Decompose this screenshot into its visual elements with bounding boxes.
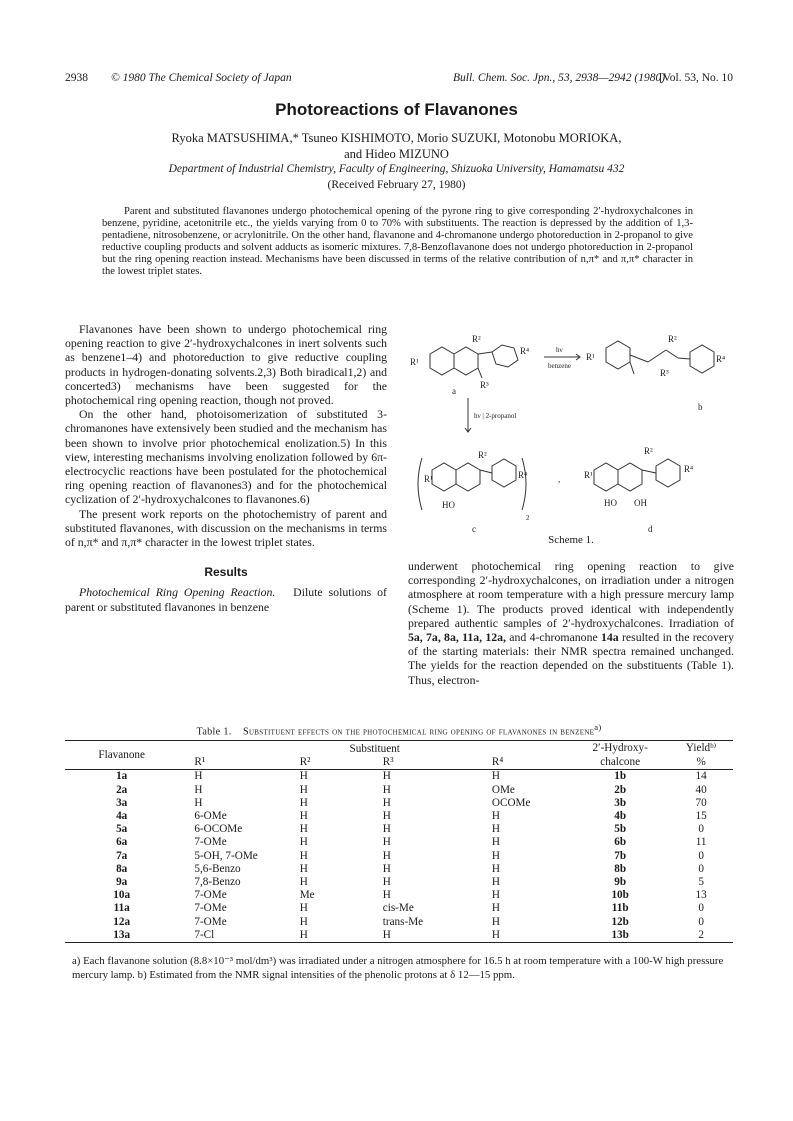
table-cell: H xyxy=(382,783,391,796)
table-cell: H xyxy=(299,823,308,836)
table-cell: trans-Me xyxy=(382,915,424,928)
scheme-comma: , xyxy=(558,474,561,484)
scheme-ho-c: HO xyxy=(442,500,455,510)
copyright-line: © 1980 The Chemical Society of Japan xyxy=(111,72,292,84)
scheme-r4-a: R⁴ xyxy=(520,346,530,356)
col-flavanone: Flavanone xyxy=(98,748,145,761)
table-cell: 0 xyxy=(698,823,704,836)
table-cell: H xyxy=(382,889,391,902)
table-cell: H xyxy=(382,810,391,823)
table-cell: 7b xyxy=(614,849,627,862)
col-chalcone-2: chalcone xyxy=(600,756,641,769)
scheme-r1-a: R¹ xyxy=(410,357,419,367)
table-cell: 7,8-Benzo xyxy=(194,876,241,889)
table-cell: 2 xyxy=(698,928,704,941)
table-cell: H xyxy=(491,810,500,823)
scheme-r3-b: R³ xyxy=(660,368,669,378)
table-cell: 12a xyxy=(113,915,131,928)
table-cell: H xyxy=(299,862,308,875)
table-cell: H xyxy=(491,915,500,928)
table-cell: 0 xyxy=(698,849,704,862)
table-row xyxy=(65,823,733,836)
scheme-r4-d: R⁴ xyxy=(684,464,694,474)
table-cell: 7-OMe xyxy=(194,902,227,915)
table-row xyxy=(65,850,733,863)
results-text-a: underwent photochemical ring opening reaction to give corresponding 2′-hydroxychalcones, on irradiation under a nitrogen atmosphere at room temperature with a high pressure mercury lamp (Scheme 1). The products proved identical with independently prepared authentic samples of 2′-hydroxychalcones. Irradiation of xyxy=(408,559,734,630)
table-cell: 0 xyxy=(698,915,704,928)
table-cell: 9a xyxy=(116,876,128,889)
table-cell: 40 xyxy=(695,783,707,796)
table-cell: 6-OMe xyxy=(194,810,227,823)
table-cell: 10a xyxy=(113,889,131,902)
table-cell: H xyxy=(491,836,500,849)
scheme-label-c: c xyxy=(472,524,476,534)
table-cell: 14 xyxy=(695,770,707,783)
abstract: Parent and substituted flavanones undergo photochemical opening of the pyrone ring to give corresponding 2′-hydroxychalcones in benzene, pyridine, acetonitrile etc., the yields varying from 0 to 70% with substituents. The reaction is depressed by the addition of 1,3-pentadiene, nitrosobenzene, or acrylonitrile. On the other hand, flavanone and 4-chromanone undergo photoreduction in 2-propanol to give reductive coupling products and solvent adducts as isomeric mixtures. 7,8-Benzoflavanone does not undergo photoreduction in 2-propanol but the ring opening reaction instead. Mechanisms have been discussed in terms of the relative contribution of n,π* and π,π* character in the lowest triplet states. xyxy=(102,206,693,277)
scheme-hv-label: hν xyxy=(556,346,563,354)
scheme-r2-b: R² xyxy=(668,334,677,344)
table-label: Table 1. xyxy=(196,726,232,738)
table-cell: H xyxy=(491,823,500,836)
table-footnotes xyxy=(72,955,732,982)
table-cell: H xyxy=(299,928,308,941)
table-row xyxy=(65,797,733,810)
intro-paragraph-2: On the other hand, photoisomerization of substituted 3-chromanones have extensively been studied and the mechanism has been shown to involve prior photochemical enolization.5) In this view, interesting mechanisms involving enolization followed by 6π-electrocyclic reactions have been postulated for the photochemical ring opening reaction of flavanones3) and for the photochemical cyclization of 2′-hydroxychalcones to flavanones.6) xyxy=(65,407,387,507)
table-cell: H xyxy=(299,876,308,889)
table-cell: 3b xyxy=(614,796,627,809)
table-cell: H xyxy=(194,796,203,809)
col-chalcone-1: 2′-Hydroxy- xyxy=(592,742,648,754)
scheme-r1-b: R¹ xyxy=(586,352,595,362)
table-cell: H xyxy=(382,862,391,875)
col-yield-1: Yieldᵇ⁾ xyxy=(685,742,717,754)
col-yield-2: % xyxy=(696,756,706,769)
table-cell: 5,6-Benzo xyxy=(194,862,241,875)
scheme-hv-propanol: hν | 2-propanol xyxy=(474,412,517,420)
results-paragraph xyxy=(65,585,387,613)
table-cell: H xyxy=(299,836,308,849)
author-list xyxy=(0,130,793,162)
table-row xyxy=(65,889,733,902)
author-line-2: and Hideo MIZUNO xyxy=(344,147,449,161)
table-title: Substituent effects on the photochemical ring opening of flavanones in benzene xyxy=(242,726,595,738)
affiliation: Department of Industrial Chemistry, Faculty of Engineering, Shizuoka University, Hamamatsu 432 xyxy=(168,163,625,175)
table-cell: 1b xyxy=(614,770,627,783)
col-r3: R³ xyxy=(382,756,394,769)
table-row xyxy=(65,876,733,889)
table-cell: H xyxy=(382,823,391,836)
table-cell: 11a xyxy=(113,902,130,915)
table-cell: H xyxy=(299,796,308,809)
footnote-b: b) Estimated from the NMR signal intensities of the phenolic protons at δ 12—15 ppm. xyxy=(137,968,515,981)
col-r4: R⁴ xyxy=(491,756,504,769)
table-cell: 5 xyxy=(698,876,704,889)
table-cell: 13a xyxy=(113,928,131,941)
footnote-a: a) Each flavanone solution (8.8×10⁻³ mol/dm³) was irradiated under a nitrogen atmosphere for 16.5 h at room temperature with a 100-W high pressure mercury lamp. xyxy=(72,955,724,981)
table-cell: 1a xyxy=(116,770,128,783)
col-r1: R¹ xyxy=(194,756,206,769)
table-cell: 8b xyxy=(614,862,627,875)
table-cell: 12b xyxy=(611,915,629,928)
table-cell: 0 xyxy=(698,862,704,875)
journal-citation: Bull. Chem. Soc. Jpn., 53, 2938—2942 (1980) xyxy=(453,72,666,84)
compound-14a: 14a xyxy=(600,630,619,645)
compound-list: 5a, 7a, 8a, 11a, 12a, xyxy=(408,630,506,645)
table-row xyxy=(65,836,733,849)
table-cell: 13 xyxy=(695,889,707,902)
table-cell: 7-OMe xyxy=(194,889,227,902)
scheme-benzene-label: benzene xyxy=(548,362,571,370)
right-column xyxy=(408,559,734,687)
received-date: (Received February 27, 1980) xyxy=(327,179,466,191)
table-cell: 2a xyxy=(116,783,128,796)
scheme-label-d: d xyxy=(648,524,653,534)
table-cell: H xyxy=(194,783,203,796)
volume-label: [Vol. 53, No. 10 xyxy=(659,72,733,84)
scheme-caption: Scheme 1. xyxy=(548,534,594,546)
table-cell: 6b xyxy=(614,836,627,849)
table-cell: H xyxy=(491,862,500,875)
scheme-sub2: 2 xyxy=(526,514,530,522)
table-cell: H xyxy=(194,770,203,783)
intro-paragraph-1: Flavanones have been shown to undergo photochemical ring opening reaction to give 2′-hydroxychalcones in inert solvents such as benzene1–4) and photoreduction to give reductive coupling products in hydrogen-donating solvents.2,3) Both biradical1,2) and concerted3) mechanisms have been suggested for the photochemical ring opening reaction, though not proved. xyxy=(65,322,387,408)
table-cell: H xyxy=(382,928,391,941)
table-cell: 5a xyxy=(116,823,128,836)
scheme-r4-c: R⁴ xyxy=(518,470,528,480)
scheme-r1-c: R¹ xyxy=(424,474,433,484)
scheme-label-b: b xyxy=(698,402,703,412)
table-cell: 5-OH, 7-OMe xyxy=(194,849,258,862)
table-cell: 13b xyxy=(611,928,629,941)
scheme-r3-a: R³ xyxy=(480,380,489,390)
table-cell: OCOMe xyxy=(491,796,531,809)
table-cell: H xyxy=(491,889,500,902)
scheme-r4-b: R⁴ xyxy=(716,354,726,364)
table-cell: H xyxy=(299,902,308,915)
subsection-lead: Photochemical Ring Opening Reaction. xyxy=(79,585,276,600)
table-cell: H xyxy=(299,783,308,796)
table-cell: H xyxy=(382,836,391,849)
scheme-r2-c: R² xyxy=(478,450,487,460)
scheme-oh-d: OH xyxy=(634,498,647,508)
table-row xyxy=(65,916,733,929)
table-cell: 4b xyxy=(614,810,627,823)
table-cell: 6-OCOMe xyxy=(194,823,243,836)
scheme-ho-d: HO xyxy=(604,498,617,508)
table-caption-note: a) xyxy=(594,722,602,732)
table-cell: 9b xyxy=(614,876,627,889)
table-cell: 11b xyxy=(611,902,629,915)
table-cell: 5b xyxy=(614,823,627,836)
table-caption xyxy=(65,722,733,737)
table-cell: H xyxy=(491,876,500,889)
author-line-1: Ryoka MATSUSHIMA,* Tsuneo KISHIMOTO, Morio SUZUKI, Motonobu MORIOKA, xyxy=(171,131,622,145)
table-cell: H xyxy=(299,810,308,823)
table-cell: H xyxy=(382,849,391,862)
results-text-c: and 4-chromanone xyxy=(505,630,601,645)
table-cell: H xyxy=(491,902,500,915)
table-body xyxy=(65,770,733,943)
paper-title: Photoreactions of Flavanones xyxy=(275,100,518,119)
table-cell: 2b xyxy=(614,783,627,796)
scheme-1-figure xyxy=(408,322,734,552)
page-number: 2938 xyxy=(65,72,88,84)
table-cell: Me xyxy=(299,889,315,902)
scheme-r1-d: R¹ xyxy=(584,470,593,480)
table-cell: 6a xyxy=(116,836,128,849)
table-cell: 15 xyxy=(695,810,707,823)
table-cell: 70 xyxy=(695,796,707,809)
left-column xyxy=(65,322,387,614)
results-heading: Results xyxy=(204,565,248,580)
table-cell: H xyxy=(299,770,308,783)
table-cell: H xyxy=(491,770,500,783)
intro-paragraph-3: The present work reports on the photochemistry of parent and substituted flavanones, with discussion on the mechanisms in terms of n,π* and π,π* character in the lowest triplet states. xyxy=(65,506,387,550)
table-cell: 7-OMe xyxy=(194,836,227,849)
results-paragraph-continued xyxy=(408,559,734,687)
table-row xyxy=(65,770,733,784)
table-cell: 11 xyxy=(695,836,707,849)
table-cell: 8a xyxy=(116,862,128,875)
table-cell: H xyxy=(382,876,391,889)
table-row xyxy=(65,863,733,876)
table-cell: cis-Me xyxy=(382,902,414,915)
table-cell: H xyxy=(491,849,500,862)
scheme-label-a: a xyxy=(452,386,456,396)
results-text-e: resulted in the recovery of the starting materials: their NMR spectra remained unchanged. The yields for the reaction depended on the substituents (Table 1). Thus, electron- xyxy=(408,630,734,687)
table-row xyxy=(65,929,733,943)
table-row xyxy=(65,902,733,915)
table-cell: 4a xyxy=(116,810,128,823)
table-row xyxy=(65,784,733,797)
table-cell: 7-OMe xyxy=(194,915,227,928)
col-substituent: Substituent xyxy=(349,743,400,755)
table-cell: 7-Cl xyxy=(194,928,215,941)
table-cell: H xyxy=(382,770,391,783)
results-table xyxy=(65,740,733,943)
running-header xyxy=(65,72,733,88)
results-text: Dilute solutions of parent or substituted flavanones in benzene xyxy=(65,585,387,614)
table-row xyxy=(65,810,733,823)
table-cell: 7a xyxy=(116,849,128,862)
scheme-r2-d: R² xyxy=(644,446,653,456)
scheme-r2-a: R² xyxy=(472,334,481,344)
table-cell: 10b xyxy=(611,889,629,902)
table-cell: H xyxy=(299,915,308,928)
table-cell: OMe xyxy=(491,783,515,796)
table-cell: 3a xyxy=(116,796,128,809)
table-cell: H xyxy=(491,928,500,941)
table-cell: 0 xyxy=(698,902,704,915)
table-cell: H xyxy=(299,849,308,862)
col-r2: R² xyxy=(299,756,311,769)
table-cell: H xyxy=(382,796,391,809)
